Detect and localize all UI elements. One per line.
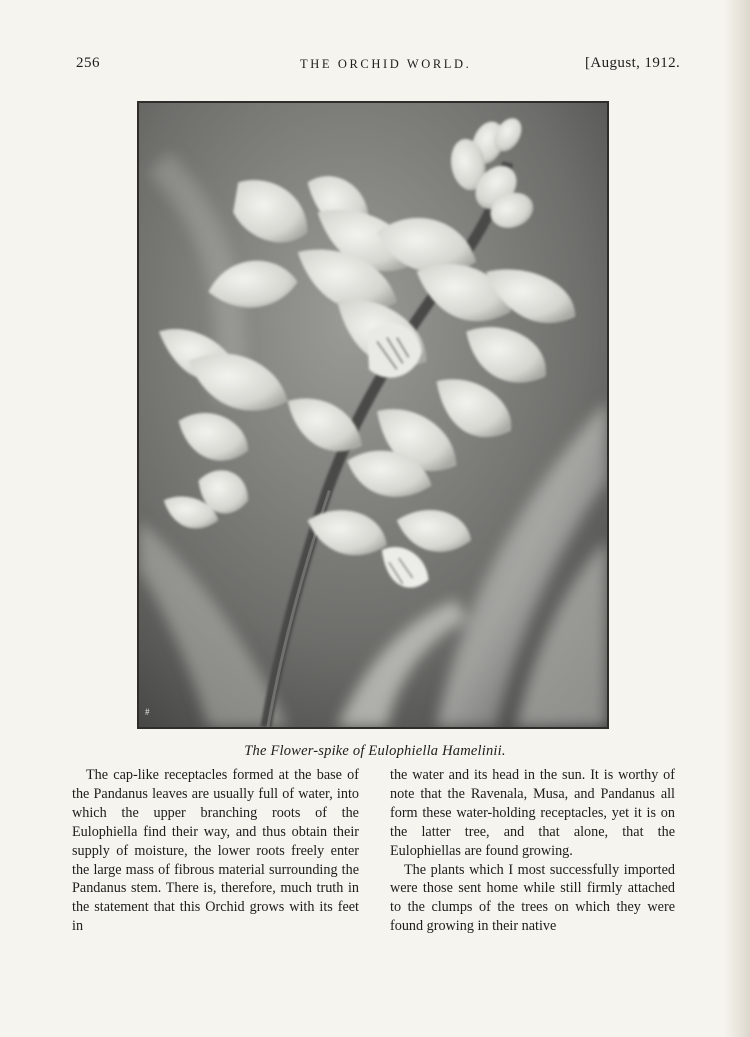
page-edge-shadow bbox=[724, 0, 750, 1037]
engraver-mark: # bbox=[144, 707, 150, 718]
issue-date: [August, 1912. bbox=[585, 55, 681, 71]
paragraph-right-new: The plants which I most successfully imported were those sent home while still firmly attached to the clumps of the trees on which they were found growing in their native bbox=[390, 861, 675, 935]
text-column-right bbox=[390, 766, 675, 936]
figure-caption: The Flower-spike of Eulophiella Hamelinii. bbox=[244, 743, 506, 759]
running-title: THE ORCHID WORLD. bbox=[300, 57, 472, 71]
page-number: 256 bbox=[76, 55, 100, 71]
text-column-left bbox=[72, 766, 359, 936]
paragraph-right-continued: the water and its head in the sun. It is worthy of note that the Ravenala, Musa, and Pandanus all form these water-holding receptacles, yet it is on the latter tree, and that alone, that the Eulophiellas are found growing. bbox=[390, 767, 675, 859]
paragraph-left: The cap-like receptacles formed at the base of the Pandanus leaves are usually full of water, into which the upper branching roots of the Eulophiella find their way, and thus obtain their supply of moisture, the lower roots freely enter the large mass of fibrous material surrounding the Pandanus stem. There is, therefore, much truth in the statement that this Orchid grows with its feet in bbox=[72, 767, 359, 935]
orchid-photograph bbox=[137, 101, 609, 729]
orchid-flower-spike-image bbox=[139, 103, 607, 727]
